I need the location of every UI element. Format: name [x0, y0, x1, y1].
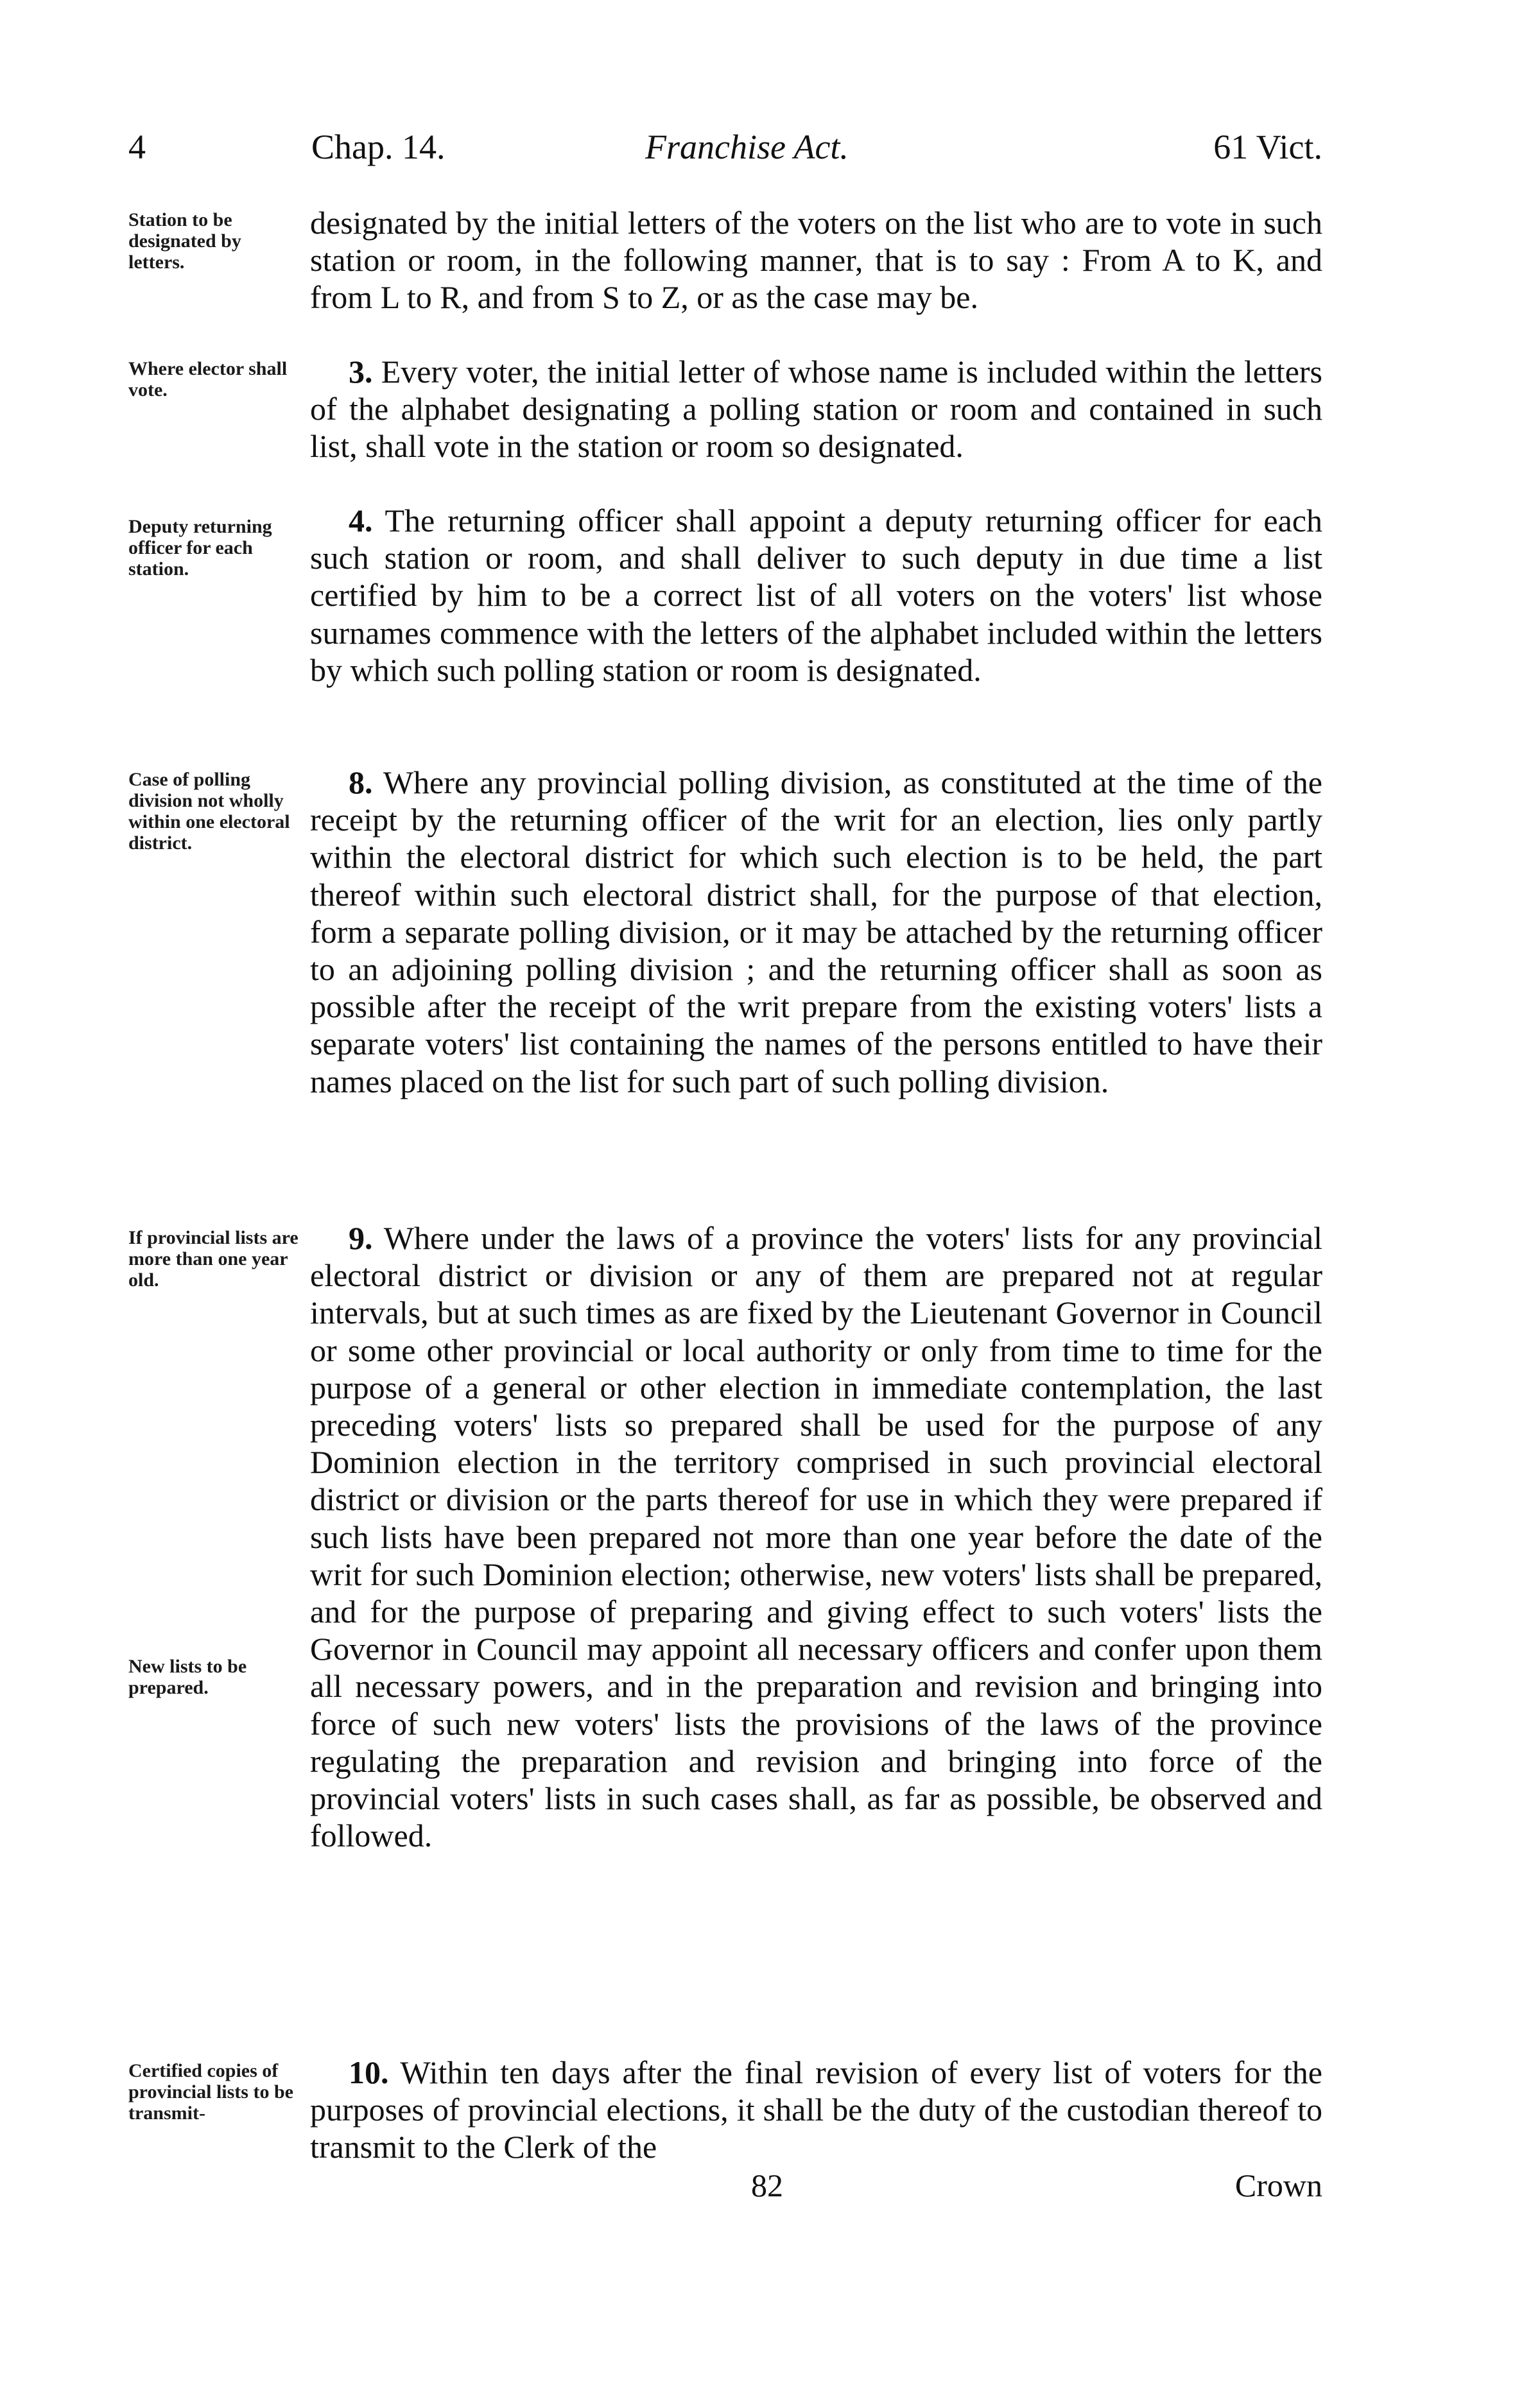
margin-note: Certified copies of provincial lists to be transmit-: [128, 2060, 293, 2124]
margin-note: Station to be designated by letters.: [128, 209, 241, 273]
section-body: Where under the laws of a province the voters' lists for any provincial electoral district or division or any of them are prepared not at regular intervals, but at such times as are fixed by the Lieutenant Governor in Council or some other provincial or local authority or only from time to time for the purpose of a general or other election in immediate contemplation, the last preceding voters' lists so prepared shall be used for the purpose of any Dominion election in the territory comprised in such provincial electoral district or division or the parts thereof for use in which they were prepared if such lists have been prepared not more than one year before the date of the writ for such Dominion election; otherwise, new voters' lists shall be prepared, and for the purpose of preparing and giving effect to such voters' lists the Governor in Council may appoint all necessary officers and confer upon them all necessary powers, and in the preparation and revision and bringing into force of such new voters' lists the provisions of the laws of the province regulating the preparation and revision and bringing into force of the provincial voters' lists in such cases shall, as far as possible, be observed and followed.: [310, 1220, 1322, 1854]
margin-note: Where elector shall vote.: [128, 358, 288, 400]
section-body: Where any provincial polling division, as constituted at the time of the receipt by the returning officer of the writ for an election, lies only partly within the electoral district for which such election is to be held, the part thereof within such electoral district shall, for the purpose of that election, form a separate polling division, or it may be attached by the returning officer to an adjoining polling division ; and the returning officer shall as soon as possible after the receipt of the writ prepare from the existing voters' lists a separate voters' list containing the names of the persons entitled to have their names placed on the list for such part of such polling division.: [310, 764, 1322, 1099]
section-number: 8.: [349, 764, 373, 800]
catchword: Crown: [1234, 2167, 1322, 2203]
section-body: designated by the initial letters of the voters on the list who are to vote in such station or room, in the following manner, that is to say : From A to K, and from L to R, and from S to Z, or as the case may be.: [310, 205, 1322, 316]
page-number: 4: [128, 128, 146, 166]
section-number: 9.: [349, 1220, 373, 1256]
section-number: 3.: [349, 354, 373, 390]
margin-note: Case of polling division not wholly within one electoral district.: [128, 769, 290, 854]
section-text: [310, 204, 1322, 316]
section-body: The returning officer shall appoint a deputy returning officer for each such station or room, and shall deliver to such deputy in due time a list certified by him to be a correct list of all voters on the voters' list whose surnames commence with the letters of the alphabet included within the letters by which such polling station or room is designated.: [310, 503, 1322, 688]
section-text: [310, 1219, 1322, 1854]
section-body: Every voter, the initial letter of whose name is included within the letters of the alphabet designating a polling station or room and contained in such list, shall vote in the station or room so designated.: [310, 354, 1322, 465]
running-header: [128, 127, 1322, 178]
section-number: 10.: [349, 2054, 389, 2090]
section-text: [310, 353, 1322, 465]
section-number: 4.: [349, 503, 373, 538]
section-body: Within ten days after the final revision of every list of voters for the purposes of provincial elections, it shall be the duty of the custodian thereof to transmit to the Clerk of the: [310, 2054, 1322, 2165]
regnal-year: 61 Vict.: [1213, 128, 1322, 166]
margin-note: Deputy returning officer for each station.: [128, 516, 272, 580]
margin-note: If provincial lists are more than one year old.: [128, 1227, 299, 1291]
section-text: [310, 502, 1322, 689]
section-text: [310, 764, 1322, 1100]
section-text: [310, 2054, 1322, 2166]
chapter-label: Chap. 14.: [311, 128, 446, 166]
signature-mark: 82: [751, 2167, 783, 2203]
act-title: Franchise Act.: [645, 128, 849, 166]
margin-note: New lists to be prepared.: [128, 1656, 247, 1698]
